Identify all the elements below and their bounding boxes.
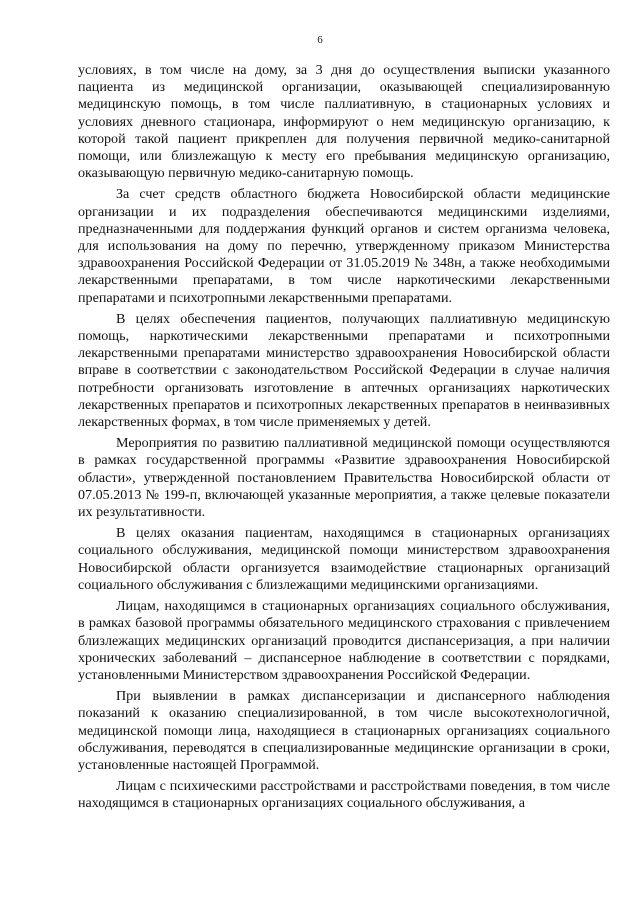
paragraph-6: Лицам, находящимся в стационарных организациях социального обслуживания, в рамках базовой программы обязательного медицинского страхования с привлечением близлежащих медицинских организаций проводится диспансеризация, а при наличии хронических заболеваний – диспансерное наблюдение в соответствии с порядками, установленными Министерством здравоохранения Российской Федерации. <box>78 598 610 683</box>
paragraph-7: При выявлении в рамках диспансеризации и диспансерного наблюдения показаний к оказанию специализированной, в том числе высокотехнологичной, медицинской помощи лица, находящиеся в стационарных организациях социального обслуживания, переводятся в специализированные медицинские организации в сроки, установленные настоящей Программой. <box>78 688 610 773</box>
paragraph-2: За счет средств областного бюджета Новосибирской области медицинские организации и их подразделения обеспечиваются медицинскими изделиями, предназначенными для поддержания функций органов и систем организма человека, для использования на дому по перечню, утвержденному приказом Министерства здравоохранения Российской Федерации от 31.05.2019 № 348н, а также необходимыми лекарственными препаратами, в том числе наркотическими лекарственными препаратами и психотропными лекарственными препаратами. <box>78 186 610 306</box>
paragraph-8: Лицам с психическими расстройствами и расстройствами поведения, в том числе находящимся в стационарных организациях социального обслуживания, а <box>78 778 610 812</box>
document-body <box>78 62 610 817</box>
page-number: 6 <box>317 34 323 46</box>
paragraph-3: В целях обеспечения пациентов, получающих паллиативную медицинскую помощь, наркотическими лекарственными препаратами и психотропными лекарственными препаратами министерство здравоохранения Новосибирской области вправе в соответствии с законодательством Российской Федерации в случае наличия потребности организовать изготовление в аптечных организациях наркотических лекарственных препаратов и психотропных лекарственных препаратов в неинвазивных лекарственных формах, в том числе применяемых у детей. <box>78 310 610 431</box>
paragraph-1: условиях, в том числе на дому, за 3 дня до осуществления выписки указанного пациента из медицинской организации, оказывающей специализированную медицинскую помощь, в том числе паллиативную, в стационарных условиях и условиях дневного стационара, информируют о нем медицинскую организацию, к которой такой пациент прикреплен для получения первичной медико-санитарной помощи, или близлежащую к месту его пребывания медицинскую организацию, оказывающую первичную медико-санитарную помощь. <box>78 62 610 182</box>
paragraph-5: В целях оказания пациентам, находящимся в стационарных организациях социального обслуживания, медицинской помощи министерством здравоохранения Новосибирской области организуется взаимодействие стационарных организаций социального обслуживания с близлежащими медицинскими организациями. <box>78 525 610 593</box>
paragraph-4: Мероприятия по развитию паллиативной медицинской помощи осуществляются в рамках государственной программы «Развитие здравоохранения Новосибирской области», утвержденной постановлением Правительства Новосибирской области от 07.05.2013 № 199-п, включающей указанные мероприятия, а также целевые показатели их результативности. <box>78 435 610 521</box>
